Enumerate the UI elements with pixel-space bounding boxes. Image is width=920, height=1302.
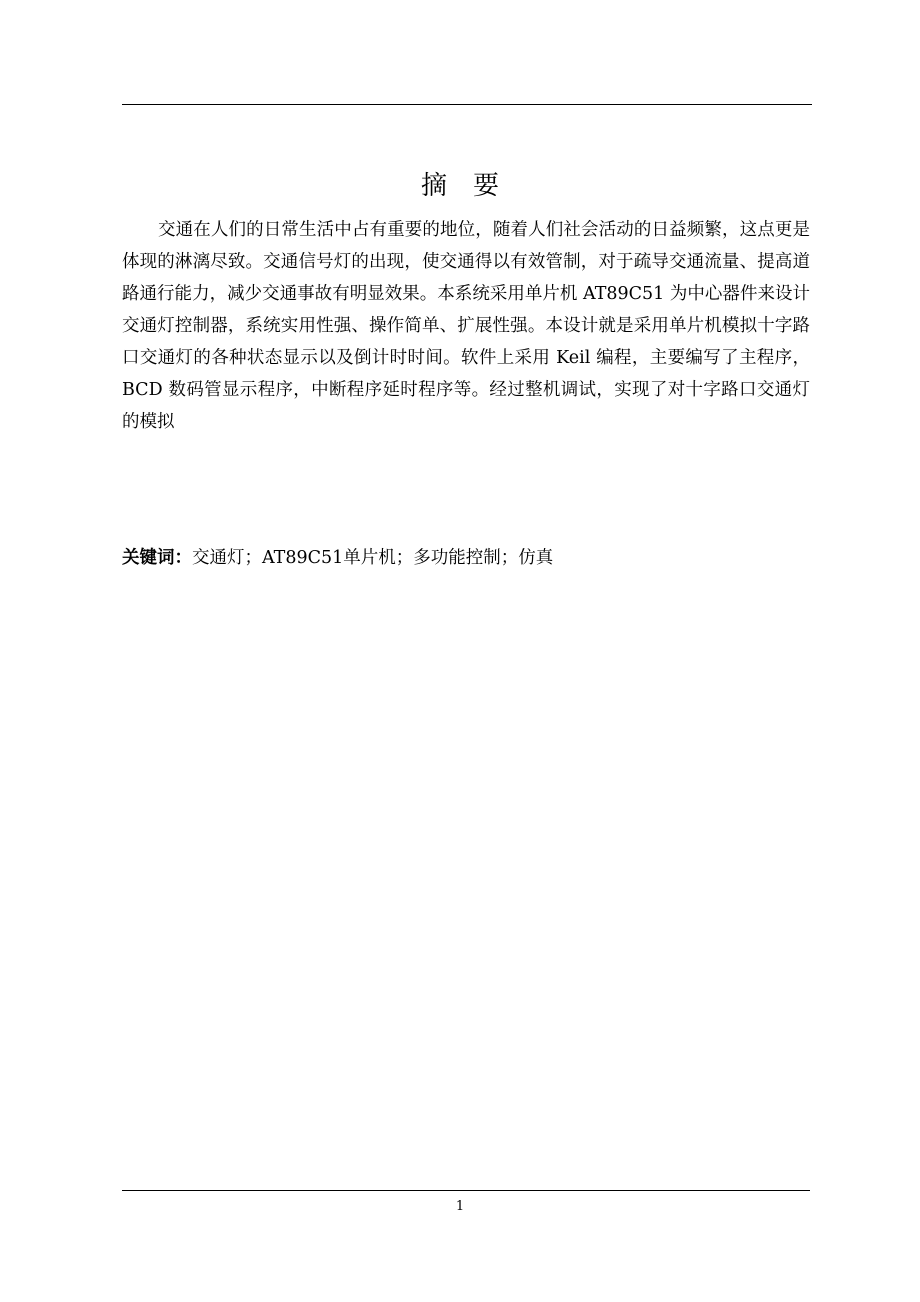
title-char-1: 摘 <box>420 171 447 201</box>
title-char-2: 要 <box>473 171 500 201</box>
footer-rule <box>122 1190 810 1191</box>
abstract-paragraph: 交通在人们的日常生活中占有重要的地位，随着人们社会活动的日益频繁，这点更是体现的淋漓尽致。交通信号灯的出现，使交通得以有效管制，对于疏导交通流量、提高道路通行能力，减少交通事故有明显效果。本系统采用单片机 AT89C51 为中心器件来设计交通灯控制器，系统实用性强、操作简单、扩展性强。本设计就是采用单片机模拟十字路口交通灯的各种状态显示以及倒计时时间。软件上采用 Keil 编程，主要编写了主程序，BCD 数码管显示程序，中断程序延时程序等。经过整机调试，实现了对十字路口交通灯的模拟 <box>122 220 810 432</box>
page-title <box>0 168 920 204</box>
keywords-label: 关键词： <box>122 548 192 568</box>
page-number: 1 <box>455 1199 465 1214</box>
keywords-line <box>122 543 810 573</box>
header-rule <box>122 104 812 105</box>
keywords-text: 交通灯；AT89C51单片机；多功能控制；仿真 <box>192 548 554 568</box>
